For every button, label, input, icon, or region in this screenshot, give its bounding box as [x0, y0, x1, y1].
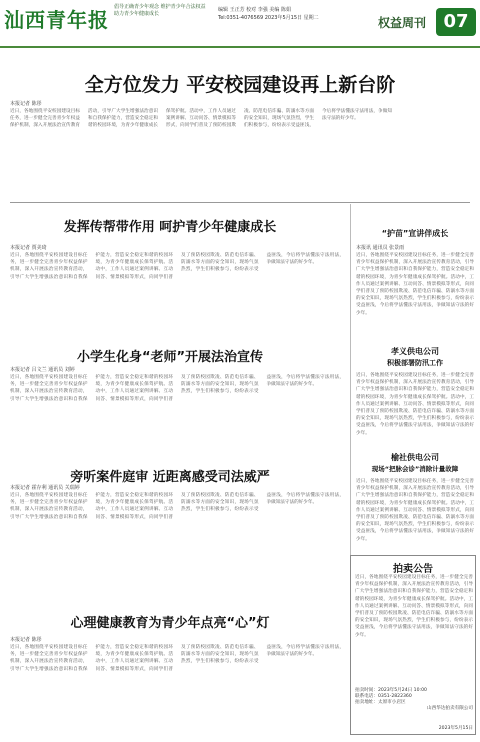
auction-address: 拍卖地址：太原市小店区 [355, 700, 406, 705]
auction-body: 近日，各地围绕平安校园建设目标任务，进一步健全完善青少年权益保护机制，深入开展法治宣传教育活动，引导广大学生增强法治意识和自我保护能力，营造安全稳定和谐的校园环境，为青少年健康成长保驾护航。活动中，工作人员通过案例讲解、互动问答、情景模拟等形式，向同学们普及了预防校园欺凌、防范电信诈骗、防溺水等方面的安全知识，现场气氛热烈，学生们积极参与，纷纷表示受益匪浅，今后将学法懂法守法用法，争做知法守法的好少年。 [355, 575, 473, 638]
auction-notice [350, 555, 476, 735]
auction-meta [355, 688, 473, 712]
sidebar-body-2: 近日，各地围绕平安校园建设目标任务，进一步健全完善青少年权益保护机制，深入开展法治宣传教育活动，引导广大学生增强法治意识和自我保护能力，营造安全稳定和谐的校园环境，为青少年健康成长保驾护航。活动中，工作人员通过案例讲解、互动问答、情景模拟等形式，向同学们普及了预防校园欺凌、防范电信诈骗、防溺水等方面的安全知识，现场气氛热烈，学生们积极参与，纷纷表示受益匪浅，今后将学法懂法守法用法，争做知法守法的好少年。 [356, 373, 474, 436]
sidebar-title-3: 榆社供电公司 [391, 453, 439, 462]
article4-byline: 本报记者 陈彤 [10, 637, 42, 643]
main-body: 近日，各地围绕平安校园建设目标任务，进一步健全完善青少年权益保护机制，深入开展法治宣传教育活动，引导广大学生增强法治意识和自我保护能力，营造安全稳定和谐的校园环境，为青少年健康成长保驾护航。活动中，工作人员通过案例讲解、互动问答、情景模拟等形式，向同学们普及了预防校园欺凌、防范电信诈骗、防溺水等方面的安全知识，现场气氛热烈，学生们积极参与，纷纷表示受益匪浅，今后将学法懂法守法用法，争做知法守法的好少年。 [10, 109, 392, 129]
tel-date-line: Tel:0351-4076569 2023年5月15日 星期二 [218, 15, 319, 21]
main-byline: 本报记者 陈彤 [10, 101, 42, 107]
article1-body: 近日，各地围绕平安校园建设目标任务，进一步健全完善青少年权益保护机制，深入开展法治宣传教育活动，引导广大学生增强法治意识和自我保护能力，营造安全稳定和谐的校园环境，为青少年健康成长保驾护航。活动中，工作人员通过案例讲解、互动问答、情景模拟等形式，向同学们普及了预防校园欺凌、防范电信诈骗、防溺水等方面的安全知识，现场气氛热烈，学生们积极参与，纷纷表示受益匪浅，今后将学法懂法守法用法，争做知法守法的好少年。 [10, 253, 344, 280]
article4-body: 近日，各地围绕平安校园建设目标任务，进一步健全完善青少年权益保护机制，深入开展法治宣传教育活动，引导广大学生增强法治意识和自我保护能力，营造安全稳定和谐的校园环境，为青少年健康成长保驾护航。活动中，工作人员通过案例讲解、互动问答、情景模拟等形式，向同学们普及了预防校园欺凌、防范电信诈骗、防溺水等方面的安全知识，现场气氛热烈，学生们积极参与，纷纷表示受益匪浅，今后将学法懂法守法用法，争做知法守法的好少年。 [10, 645, 344, 672]
sidebar-title-1: “护苗”宣讲伴成长 [381, 229, 449, 238]
sidebar-byline-1: 本报讯 通讯员 张景雨 [356, 245, 405, 251]
sidebar-subtitle-3: 现场“把脉会诊”消除计量故障 [371, 465, 459, 473]
sidebar-title-2: 孝义供电公司 [391, 347, 439, 356]
auction-time: 拍卖时间：2023年5月24日 10:00 [355, 688, 427, 693]
auction-phone: 联系电话：0351-2822360 [355, 694, 412, 699]
auction-date: 2023年5月15日 [438, 726, 473, 731]
page-number: 07 [436, 8, 476, 36]
auction-signer: 山西华达拍卖有限公司 [427, 706, 473, 711]
auction-title: 拍卖公告 [393, 564, 433, 575]
editor-line: 编辑 王正芳 校对 李强 美编 陈娟 [218, 7, 291, 13]
masthead-info [218, 6, 368, 22]
article2-body: 近日，各地围绕平安校园建设目标任务，进一步健全完善青少年权益保护机制，深入开展法治宣传教育活动，引导广大学生增强法治意识和自我保护能力，营造安全稳定和谐的校园环境，为青少年健康成长保驾护航。活动中，工作人员通过案例讲解、互动问答、情景模拟等形式，向同学们普及了预防校园欺凌、防范电信诈骗、防溺水等方面的安全知识，现场气氛热烈，学生们积极参与，纷纷表示受益匪浅，今后将学法懂法守法用法，争做知法守法的好少年。 [10, 375, 344, 402]
masthead [0, 0, 480, 48]
main-headline: 全方位发力 平安校园建设再上新台阶 [84, 74, 396, 96]
article3-title: 旁听案件庭审 近距离感受司法威严 [70, 470, 270, 485]
sidebar-body-3: 近日，各地围绕平安校园建设目标任务，进一步健全完善青少年权益保护机制，深入开展法治宣传教育活动，引导广大学生增强法治意识和自我保护能力，营造安全稳定和谐的校园环境，为青少年健康成长保驾护航。活动中，工作人员通过案例讲解、互动问答、情景模拟等形式，向同学们普及了预防校园欺凌、防范电信诈骗、防溺水等方面的安全知识，现场气氛热烈，学生们积极参与，纷纷表示受益匪浅，今后将学法懂法守法用法，争做知法守法的好少年。 [356, 479, 474, 542]
masthead-slogan: 倡导正确青少年观念 维护青少年合法权益 助力青少年健康成长 [114, 4, 206, 17]
masthead-logo: 汕西青年报 [4, 8, 109, 32]
article1-byline: 本报记者 贾美琦 [10, 245, 47, 251]
article3-byline: 本报记者 霍存利 通讯员 关瑞婷 [10, 485, 80, 491]
article1-title: 发挥传帮带作用 呵护青少年健康成长 [63, 220, 277, 235]
section-title: 权益周刊 [378, 16, 427, 30]
article3-body: 近日，各地围绕平安校园建设目标任务，进一步健全完善青少年权益保护机制，深入开展法治宣传教育活动，引导广大学生增强法治意识和自我保护能力，营造安全稳定和谐的校园环境，为青少年健康成长保驾护航。活动中，工作人员通过案例讲解、互动问答、情景模拟等形式，向同学们普及了预防校园欺凌、防范电信诈骗、防溺水等方面的安全知识，现场气氛热烈，学生们积极参与，纷纷表示受益匪浅，今后将学法懂法守法用法，争做知法守法的好少年。 [10, 493, 344, 520]
article2-byline: 本报记者 吕文兰 通讯员 刘婷 [10, 367, 75, 373]
article4-title: 心理健康教育为青少年点亮“心”灯 [70, 616, 270, 631]
sidebar-body-1: 近日，各地围绕平安校园建设目标任务，进一步健全完善青少年权益保护机制，深入开展法治宣传教育活动，引导广大学生增强法治意识和自我保护能力，营造安全稳定和谐的校园环境，为青少年健康成长保驾护航。活动中，工作人员通过案例讲解、互动问答、情景模拟等形式，向同学们普及了预防校园欺凌、防范电信诈骗、防溺水等方面的安全知识，现场气氛热烈，学生们积极参与，纷纷表示受益匪浅，今后将学法懂法守法用法，争做知法守法的好少年。 [356, 253, 474, 316]
sidebar-subtitle-2: 积极部署防汛工作 [387, 359, 443, 367]
divider [10, 202, 470, 203]
article2-title: 小学生化身“老师”开展法治宣传 [76, 350, 264, 365]
